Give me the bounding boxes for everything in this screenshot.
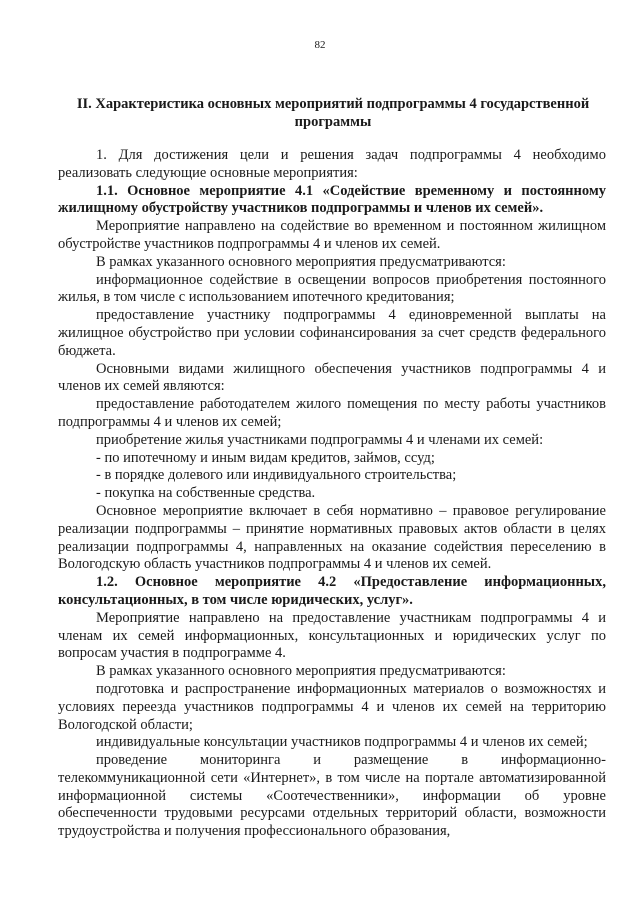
paragraph-info-materials: подготовка и распространение информационных материалов о возможностях и условиях переезда участников подпрограммы 4 и членов их семей на территорию Вологодской области;	[58, 680, 606, 733]
paragraph-measure-4-1-title: 1.1. Основное мероприятие 4.1 «Содействие временному и постоянному жилищному обустройству участников подпрограммы и членов их семей».	[58, 182, 606, 217]
paragraph-measure-4-1-goal: Мероприятие направлено на содействие во временном и постоянном жилищном обустройстве участников подпрограммы 4 и членов их семей.	[58, 218, 606, 252]
paragraph-housing-types: Основными видами жилищного обеспечения участников подпрограммы 4 и членов их семей являются:	[58, 360, 606, 395]
page-number: 82	[314, 39, 326, 51]
section-heading: II. Характеристика основных мероприятий подпрограммы 4 государственной программы	[76, 96, 590, 130]
document-body	[58, 147, 606, 841]
paragraph-one-time-payment: предоставление участнику подпрограммы 4 единовременной выплаты на жилищное обустройство при условии софинансирования за счет средств федерального бюджета.	[58, 307, 606, 359]
paragraph-monitoring: проведение мониторинга и размещение в информационно-телекоммуникационной сети «Интернет», в том числе на портале автоматизированной информационной системы «Соотечественники», информации об уровне обеспеченности трудовыми ресурсами отдельных территорий области, возможности трудоустройства и получения профессионального образования,	[58, 752, 606, 840]
paragraph-intro: 1. Для достижения цели и решения задач подпрограммы 4 необходимо реализовать следующие основные мероприятия:	[58, 147, 606, 181]
list-item-construction: - в порядке долевого или индивидуального строительства;	[96, 467, 457, 484]
paragraph-measure-4-2-goal: Мероприятие направлено на предоставление участникам подпрограммы 4 и членам их семей информационных, консультационных и юридических услуг по вопросам участия в подпрограмме 4.	[58, 609, 606, 662]
list-item-own-funds: - покупка на собственные средства.	[96, 485, 316, 502]
paragraph-measure-4-2-title: 1.2. Основное мероприятие 4.2 «Предоставление информационных, консультационных, в том числе юридических, услуг».	[58, 574, 606, 608]
paragraph-consultations: индивидуальные консультации участников подпрограммы 4 и членов их семей;	[96, 734, 588, 751]
list-item-mortgage: - по ипотечному и иным видам кредитов, займов, ссуд;	[96, 449, 435, 466]
paragraph-info-support: информационное содействие в освещении вопросов приобретения постоянного жилья, в том числе с использованием ипотечного кредитования;	[58, 271, 606, 306]
paragraph-employer-housing: предоставление работодателем жилого помещения по месту работы участников подпрограммы 4 и членов их семей;	[58, 396, 606, 430]
paragraph-regulation: Основное мероприятие включает в себя нормативно – правовое регулирование реализации подпрограммы – принятие нормативных правовых актов области в целях реализации подпрограммы 4, направленных на оказание содействия переселению в Вологодскую область участников подпрограммы 4 и членов их семей.	[58, 502, 606, 573]
paragraph-housing-purchase: приобретение жилья участниками подпрограммы 4 и членами их семей:	[96, 431, 544, 448]
paragraph-measure-4-2-provides: В рамках указанного основного мероприятия предусматриваются:	[96, 663, 506, 680]
paragraph-measure-4-1-provides: В рамках указанного основного мероприятия предусматриваются:	[96, 253, 506, 270]
